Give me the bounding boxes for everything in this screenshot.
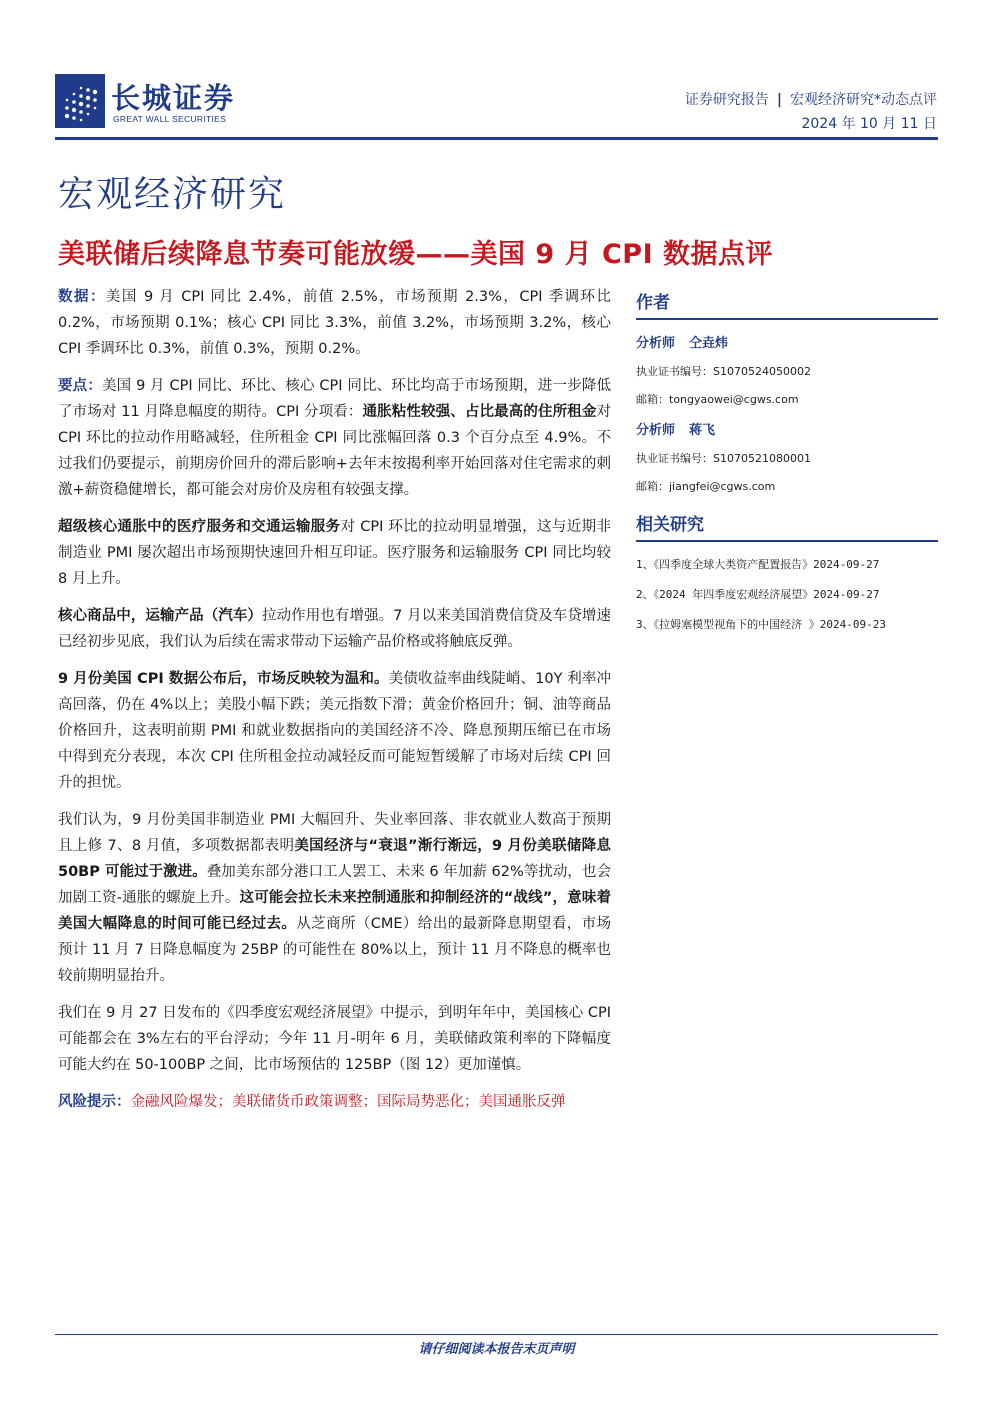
analyst-1-cert: 执业证书编号：S1070524050002 xyxy=(636,365,811,378)
report-header-info xyxy=(685,88,937,136)
sidebar xyxy=(636,288,938,632)
supercore-text: 对 CPI 环比的拉动明显增强，这与近期非制造业 PMI 屡次超出市场预期快速回升相互印证。医疗服务和运输服务 CPI 同比均较 8 月上升。 xyxy=(58,519,611,587)
related-research-item[interactable]: 3、《拉姆塞模型视角下的中国经济 》2024-09-23 xyxy=(636,618,886,631)
outlook-bold-1: 美国经济与“衰退”渐行渐远，9 月份美联储降息 50BP 可能过于激进。 xyxy=(58,838,612,880)
header-divider xyxy=(55,137,938,140)
paragraph-market-reaction xyxy=(58,666,611,796)
section-title: 宏观经济研究 xyxy=(58,174,287,215)
analyst-1 xyxy=(636,332,938,351)
supercore-bold: 超级核心通胀中的医疗服务和交通运输服务 xyxy=(58,519,341,535)
authors-heading: 作者 xyxy=(636,288,938,320)
data-label: 数据： xyxy=(58,289,106,305)
header-separator: | xyxy=(776,92,782,108)
risk-text: 金融风险爆发；美联储货币政策调整；国际局势恶化；美国通胀反弹 xyxy=(130,1094,566,1110)
great-wall-logo-icon xyxy=(55,74,105,128)
footer-divider xyxy=(55,1334,938,1335)
brand-logo xyxy=(55,74,295,128)
forecast-text: 我们在 9 月 27 日发布的《四季度宏观经济展望》中提示，到明年年中，美国核心 CPI 可能都会在 3%左右的平台浮动；今年 11 月-明年 6 月，美联储政策利率的下降幅度可能大约在 50-100BP 之间，比市场预估的 125BP（图 12）更加谨慎。 xyxy=(58,1005,611,1073)
key-points-text-1: 美国 9 月 CPI 同比、环比、核心 CPI 同比、环比均高于市场预期，进一步降低了市场对 11 月降息幅度的期待。CPI 分项看： xyxy=(58,378,612,420)
data-text: 美国 9 月 CPI 同比 2.4%，前值 2.5%，市场预期 2.3%，CPI 季调环比 0.2%，市场预期 0.1%；核心 CPI 同比 3.3%，前值 3.2%，市场预期 3.2%，核心 CPI 季调环比 0.3%，前值 0.3%，预期 0.2%。 xyxy=(58,289,612,357)
analyst-role: 分析师 xyxy=(636,423,676,438)
analyst-1-email[interactable]: 邮箱：tongyaowei@cgws.com xyxy=(636,393,799,406)
paragraph-forecast xyxy=(58,1000,611,1078)
brand-name-cn: 长城证券 xyxy=(111,81,236,115)
analyst-2-cert: 执业证书编号：S1070521080001 xyxy=(636,452,811,465)
related-research-item[interactable]: 1、《四季度全球大类资产配置报告》2024-09-27 xyxy=(636,558,880,571)
analyst-2 xyxy=(636,419,938,438)
footer-disclaimer: 请仔细阅读本报告末页声明 xyxy=(418,1342,575,1357)
market-reaction-text: 美债收益率曲线陡峭、10Y 利率冲高回落，仍在 4%以上；美股小幅下跌；美元指数下滑；黄金价格回升；铜、油等商品价格回升，这表明前期 PMI 和就业数据指向的美国经济不冷、降息预期压缩已在市场中得到充分表现，本次 CPI 住所租金拉动减轻反而可能短暂缓解了市场对后续 CPI 回升的担忧。 xyxy=(58,671,611,791)
analyst-name: 蒋飞 xyxy=(689,423,716,438)
analyst-name: 仝垚炜 xyxy=(689,336,729,351)
outlook-text-2: 叠加美东部分港口工人罢工、未来 6 年加薪 62%等扰动，也会加剧工资-通胀的螺旋上升。 xyxy=(58,864,612,906)
analyst-2-email[interactable]: 邮箱：jiangfei@cgws.com xyxy=(636,480,776,493)
core-goods-bold: 核心商品中，运输产品（汽车） xyxy=(58,608,263,624)
report-body xyxy=(58,284,611,1126)
paragraph-outlook xyxy=(58,807,611,989)
key-points-label: 要点： xyxy=(58,378,102,394)
report-type: 证券研究报告 xyxy=(684,92,769,108)
outlook-text-3: 从芝商所（CME）给出的最新降息期望看，市场预计 11 月 7 日降息幅度为 25BP 的可能性在 80%以上，预计 11 月不降息的概率也较前期明显抬升。 xyxy=(58,916,611,984)
paragraph-supercore xyxy=(58,514,611,592)
market-reaction-bold: 9 月份美国 CPI 数据公布后，市场反映较为温和。 xyxy=(58,671,389,687)
core-goods-text: 拉动作用也有增强。7 月以来美国消费信贷及车贷增速已经初步见底，我们认为后续在需求带动下运输产品价格或将触底反弹。 xyxy=(58,608,611,650)
outlook-bold-2: 这可能会拉长未来控制通胀和抑制经济的“战线”，意味着美国大幅降息的时间可能已经过去。 xyxy=(58,890,611,932)
report-date: 2024 年 10 月 11 日 xyxy=(801,116,937,132)
key-points-text-2: 对 CPI 环比的拉动作用略减轻，住所租金 CPI 同比涨幅回落 0.3 个百分点至 4.9%。不过我们仍要提示，前期房价回升的滞后影响+去年末按揭利率开始回落对住宅需求的刺激+薪资稳健增长，都可能会对房价及房租有较强支撑。 xyxy=(58,404,612,498)
paragraph-key-points xyxy=(58,373,611,503)
risk-label: 风险提示： xyxy=(58,1094,131,1110)
paragraph-data xyxy=(58,284,611,362)
paragraph-core-goods xyxy=(58,603,611,655)
brand-name-en: GREAT WALL SECURITIES xyxy=(113,114,227,124)
key-points-bold-1: 通胀粘性较强、占比最高的住所租金 xyxy=(362,404,597,420)
report-title: 美联储后续降息节奏可能放缓——美国 9 月 CPI 数据点评 xyxy=(58,239,774,270)
related-research-item[interactable]: 2、《2024 年四季度宏观经济展望》2024-09-27 xyxy=(636,588,880,601)
related-research-heading: 相关研究 xyxy=(636,510,938,542)
paragraph-risk xyxy=(58,1089,611,1115)
analyst-role: 分析师 xyxy=(636,336,676,351)
outlook-text-1: 我们认为，9 月份美国非制造业 PMI 大幅回升、失业率回落、非农就业人数高于预期且上修 7、8 月值，多项数据都表明 xyxy=(58,812,611,854)
report-category: 宏观经济研究*动态点评 xyxy=(790,92,937,108)
